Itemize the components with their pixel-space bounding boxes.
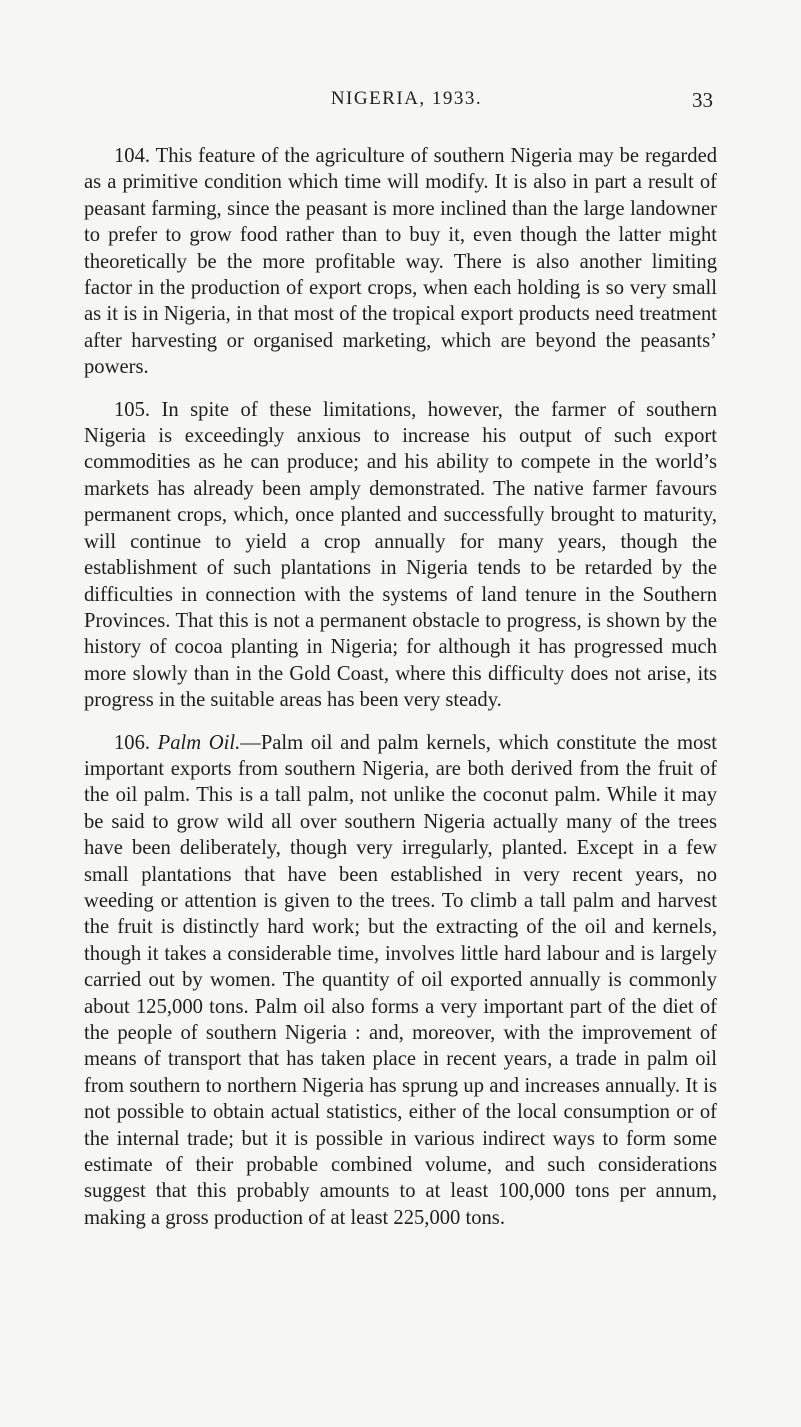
paragraph-heading: Palm Oil.	[157, 731, 241, 754]
paragraph-text: Palm oil and palm kernels, which constitute the most important exports from southern Nigeria, are both derived from the fruit of the oil palm. This is a tall palm, not unlike the coconut palm. While it may be said to grow wild all over southern Nigeria actually many of the trees have been deliberately, though very irregularly, planted. Except in a few small plantations that have been established in very recent years, no weeding or attention is given to the trees. To climb a tall palm and harvest the fruit is distinctly hard work; but the extracting of the oil and kernels, though it takes a considerable time, involves little hard labour and is largely carried out by women. The quantity of oil exported annually is commonly about 125,000 tons. Palm oil also forms a very important part of the diet of the people of southern Nigeria : and, moreover, with the improvement of means of transport that has taken place in recent years, a trade in palm oil from southern to northern Nigeria has sprung up and increases annually. It is not possible to obtain actual statistics, either of the local consumption or of the internal trade; but it is possible in various indirect ways to form some estimate of their probable combined volume, and such considerations suggest that this probably amounts to at least 100,000 tons per annum, making a gross production of at least 225,000 tons.	[84, 731, 717, 1229]
paragraph-105	[84, 397, 717, 714]
heading-separator: —	[240, 731, 261, 754]
paragraph-104	[84, 143, 717, 381]
paragraph-106	[84, 730, 717, 1232]
running-head	[100, 88, 713, 118]
paragraph-number: 106.	[114, 731, 151, 754]
paragraph-text: This feature of the agriculture of southern Nigeria may be regarded as a primitive condition which time will modify. It is also in part a result of peasant farming, since the peasant is more inclined than the large landowner to prefer to grow food rather than to buy it, even though the latter might theoretically be the more profitable way. There is also another limiting factor in the production of export crops, when each holding is so very small as it is in Nigeria, in that most of the tropical export products need treatment after harvesting or organised marketing, which are beyond the peasants’ powers.	[84, 145, 718, 379]
paragraph-number: 105.	[114, 398, 151, 421]
body-text	[84, 143, 717, 1231]
running-title: NIGERIA, 1933.	[330, 88, 483, 109]
paragraph-text: In spite of these limitations, however, the farmer of southern Nigeria is exceedingly anxious to increase his output of such export commodities as he can produce; and his ability to compete in the world’s markets has already been amply demonstrated. The native farmer favours permanent crops, which, once planted and successfully brought to maturity, will continue to yield a crop annually for many years, though the establishment of such plantations in Nigeria tends to be retarded by the difficulties in connection with the systems of land tenure in the Southern Provinces. That this is not a permanent obstacle to progress, is shown by the history of cocoa planting in Nigeria; for although it has progressed much more slowly than in the Gold Coast, where this difficulty does not arise, its progress in the suitable areas has been very steady.	[84, 398, 717, 712]
page-number: 33	[692, 88, 713, 112]
paragraph-number: 104.	[114, 145, 151, 167]
